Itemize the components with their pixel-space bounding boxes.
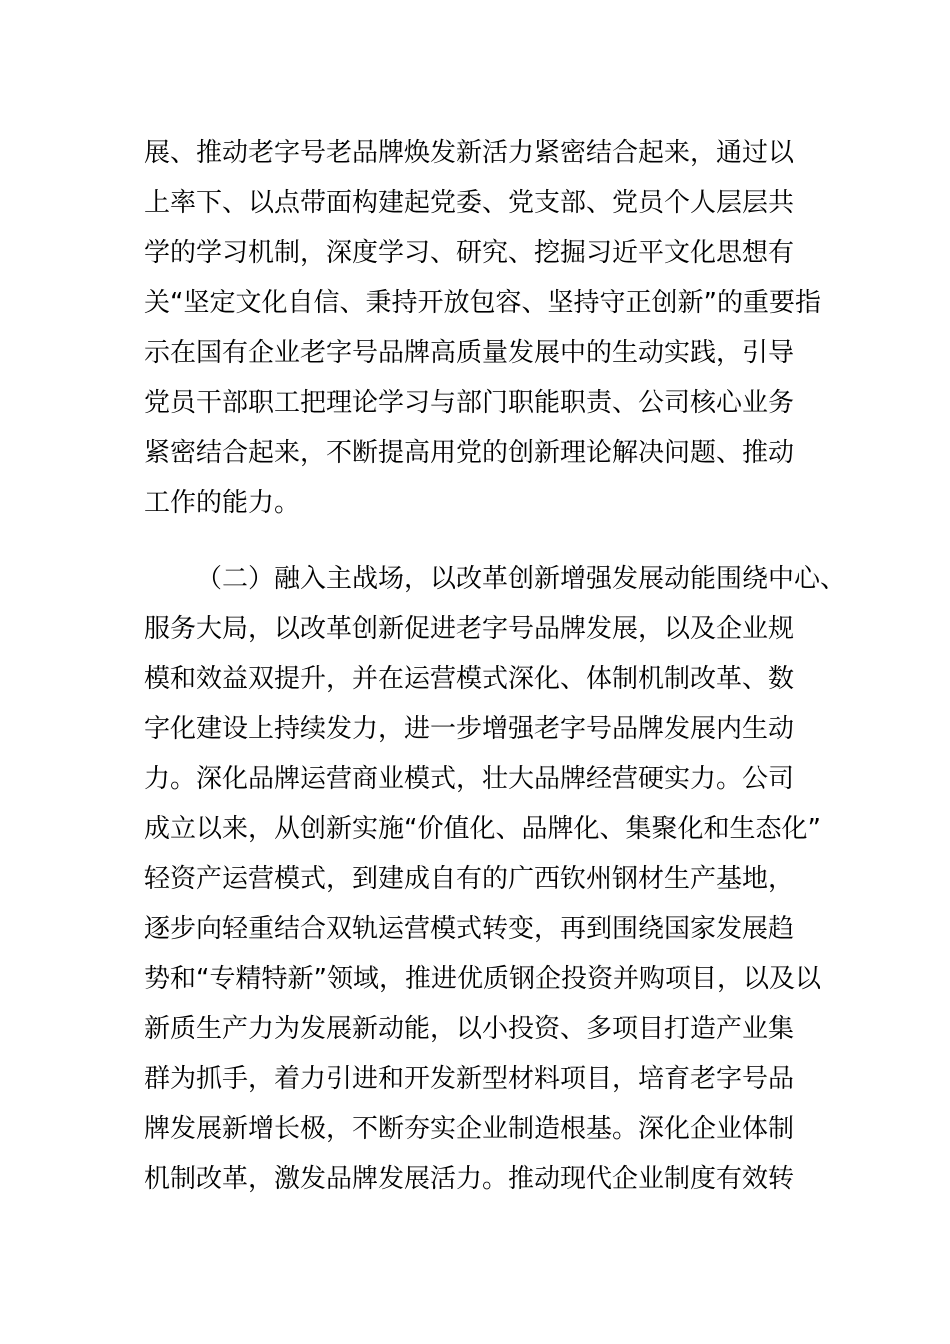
body-text [144, 128, 847, 1204]
text-line: 机制改革，激发品牌发展活力。推动现代企业制度有效转 [144, 1164, 795, 1194]
text-line: 上率下、以点带面构建起党委、党支部、党员个人层层共 [144, 188, 795, 218]
text-line: 字化建设上持续发力，进一步增强老字号品牌发展内生动 [144, 714, 795, 744]
text-line: 关“坚定文化自信、秉持开放包容、坚持守正创新”的重要指 [144, 288, 821, 318]
text-line: 势和“专精特新”领域，推进优质钢企投资并购项目，以及以 [144, 964, 821, 994]
text-line: 新质生产力为发展新动能，以小投资、多项目打造产业集 [144, 1014, 795, 1044]
text-line: 党员干部职工把理论学习与部门职能职责、公司核心业务 [144, 388, 795, 418]
paragraph-1 [144, 128, 821, 528]
text-line-indented: （二）融入主战场，以改革创新增强发展动能围绕中心、 [196, 564, 847, 594]
text-line: 轻资产运营模式，到建成自有的广西钦州钢材生产基地， [144, 864, 795, 894]
text-line: 逐步向轻重结合双轨运营模式转变，再到围绕国家发展趋 [144, 914, 795, 944]
text-line: 展、推动老字号老品牌焕发新活力紧密结合起来，通过以 [144, 138, 795, 168]
text-line: 工作的能力。 [144, 488, 301, 518]
paragraph-2 [144, 554, 847, 1204]
text-line: 学的学习机制，深度学习、研究、挖掘习近平文化思想有 [144, 238, 795, 268]
text-line: 服务大局，以改革创新促进老字号品牌发展，以及企业规 [144, 614, 795, 644]
paragraph-spacer [144, 528, 814, 554]
text-line: 紧密结合起来，不断提高用党的创新理论解决问题、推动 [144, 438, 795, 468]
text-line: 成立以来，从创新实施“价值化、品牌化、集聚化和生态化” [144, 814, 821, 844]
text-line: 力。深化品牌运营商业模式，壮大品牌经营硬实力。公司 [144, 764, 795, 794]
text-line: 群为抓手，着力引进和开发新型材料项目，培育老字号品 [144, 1064, 795, 1094]
text-line: 牌发展新增长极，不断夯实企业制造根基。深化企业体制 [144, 1114, 795, 1144]
text-line: 示在国有企业老字号品牌高质量发展中的生动实践，引导 [144, 338, 795, 368]
text-line: 模和效益双提升，并在运营模式深化、体制机制改革、数 [144, 664, 795, 694]
